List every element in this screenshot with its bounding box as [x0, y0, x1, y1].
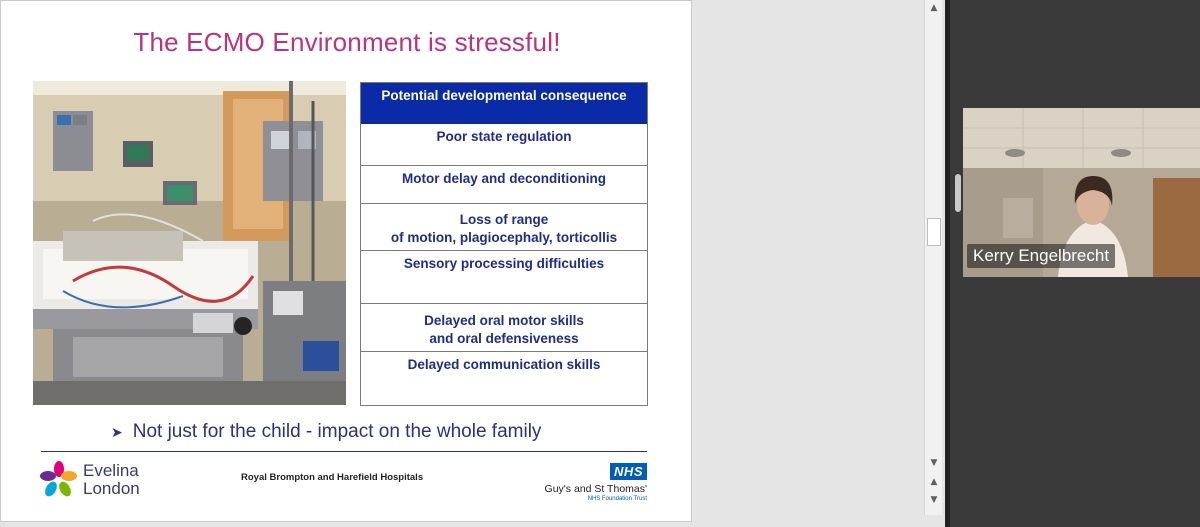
table-row	[361, 352, 647, 405]
arrow-bullet-icon: ➤	[111, 423, 123, 440]
table-cell: and oral defensiveness	[429, 330, 579, 346]
participant-name: Kerry Engelbrecht	[967, 244, 1115, 268]
slide-bullet	[111, 421, 541, 443]
royal-brompton-text: Royal Brompton and Harefield Hospitals	[241, 472, 424, 483]
footer-divider	[41, 451, 647, 452]
table-cell: Sensory processing difficulties	[403, 256, 605, 271]
table-cell: of motion, plagiocephaly, torticollis	[390, 230, 618, 245]
triangle-down-icon[interactable]: ▼	[930, 458, 938, 468]
table-cell: Motor delay and deconditioning	[402, 171, 606, 186]
double-chevron-down-icon[interactable]: ▼	[930, 495, 938, 505]
scrollbar-thumb[interactable]	[927, 218, 941, 246]
panel-divider[interactable]	[945, 0, 950, 527]
double-chevron-up-icon[interactable]: ▲	[930, 477, 938, 487]
table-cell: Delayed oral motor skills	[424, 312, 584, 328]
table-row	[361, 304, 647, 352]
bullet-text: Not just for the child - impact on the whole family	[132, 421, 542, 442]
evelina-london-logo-text: Evelina London	[83, 461, 140, 498]
table-row	[361, 204, 647, 251]
table-row	[361, 166, 647, 204]
table-cell: Delayed communication skills	[407, 357, 601, 372]
table-row	[361, 124, 647, 166]
slide-title: The ECMO Environment is stressful!	[133, 27, 561, 57]
evelina-flower-logo	[39, 459, 79, 499]
table-cell: Loss of range	[459, 212, 549, 227]
table-row	[361, 251, 647, 304]
nhs-trust-logo	[541, 463, 647, 502]
icu-photo	[33, 81, 346, 405]
developmental-consequences-table	[360, 82, 648, 406]
trust-name: Guy's and St Thomas'	[544, 483, 647, 495]
panel-resize-handle[interactable]	[955, 174, 961, 212]
vertical-scrollbar[interactable]	[924, 0, 942, 515]
triangle-up-icon[interactable]: ▲	[930, 3, 938, 13]
table-cell: Poor state regulation	[436, 129, 572, 144]
nhs-badge: NHS	[610, 463, 647, 480]
trust-subtitle: NHS Foundation Trust	[587, 496, 647, 502]
table-header: Potential developmental consequence	[361, 83, 647, 124]
